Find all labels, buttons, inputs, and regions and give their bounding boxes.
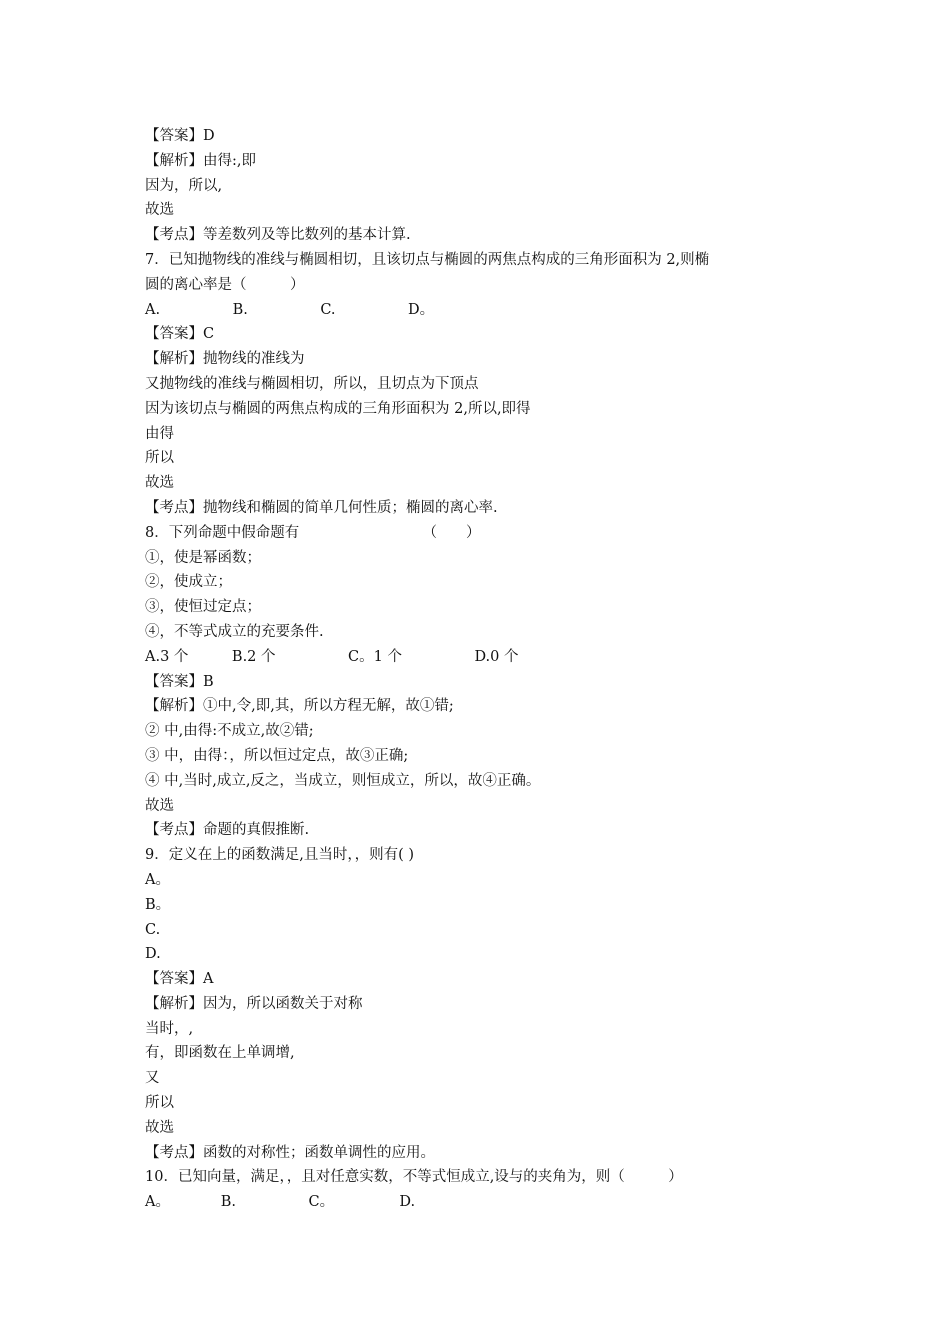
option-d: D. [145, 946, 161, 963]
proposition-2: ②，使成立； [145, 574, 232, 591]
text-line: 故选 [145, 475, 174, 492]
text-line: ③ 中，由得：，所以恒过定点，故③正确; [145, 747, 409, 764]
question-8: 8．下列命题中假命题有 （ ） [145, 524, 481, 541]
question-10: 10．已知向量，满足，，且对任意实数，不等式恒成立,设与的夹角为，则（ ） [145, 1169, 683, 1186]
document-body [145, 124, 825, 1215]
proposition-4: ④，不等式成立的充要条件. [145, 623, 324, 640]
text-line: 因为该切点与椭圆的两焦点构成的三角形面积为 2,所以,即得 [145, 400, 531, 417]
question-9: 9．定义在上的函数满足,且当时，，则有( ) [145, 847, 415, 864]
text-line: 由得 [145, 425, 174, 442]
question-10-options: A。 B. C。 D. [145, 1194, 416, 1211]
option-c: C. [145, 921, 161, 938]
text-line: 所以 [145, 450, 174, 467]
option-a: A。 [145, 871, 170, 888]
text-line: ② 中,由得:不成立,故②错; [145, 723, 314, 740]
keypoint-line: 【考点】命题的真假推断. [145, 822, 310, 839]
text-line: 又抛物线的准线与椭圆相切，所以，且切点为下顶点 [145, 375, 479, 392]
analysis-line: 【解析】抛物线的准线为 [145, 351, 305, 368]
text-line: ④ 中,当时,成立,反之，当成立，则恒成立，所以，故④正确。 [145, 772, 541, 789]
keypoint-line: 【考点】抛物线和椭圆的简单几何性质；椭圆的离心率. [145, 499, 498, 516]
keypoint-line: 【考点】等差数列及等比数列的基本计算. [145, 227, 411, 244]
text-line: 故选 [145, 202, 174, 219]
option-b: B。 [145, 896, 171, 913]
analysis-line: 【解析】因为，所以函数关于对称 [145, 995, 363, 1012]
answer-line: 【答案】A [145, 971, 214, 988]
proposition-3: ③，使恒过定点； [145, 599, 261, 616]
analysis-line: 【解析】①中,令,即,其，所以方程无解，故①错; [145, 698, 454, 715]
text-line: 当时，, [145, 1020, 194, 1037]
answer-line: 【答案】D [145, 128, 215, 144]
answer-line: 【答案】B [145, 673, 214, 690]
text-line: 因为，所以, [145, 177, 223, 194]
analysis-line: 【解析】由得:,即 [145, 152, 256, 169]
text-line: 又 [145, 1070, 160, 1087]
keypoint-line: 【考点】函数的对称性；函数单调性的应用。 [145, 1144, 435, 1161]
question-7-options: A. B. C. D。 [145, 301, 435, 318]
answer-line: 【答案】C [145, 326, 215, 343]
text-line: 故选 [145, 797, 174, 814]
proposition-1: ①，使是幂函数； [145, 549, 261, 566]
text-line: 有，即函数在上单调增, [145, 1045, 295, 1062]
text-line: 故选 [145, 1119, 174, 1136]
text-line: 所以 [145, 1095, 174, 1112]
question-7: 7．已知抛物线的准线与椭圆相切，且该切点与椭圆的两焦点构成的三角形面积为 2,则椭 [145, 251, 710, 268]
question-7-cont: 圆的离心率是（ ） [145, 276, 305, 293]
question-8-options: A.3 个 B.2 个 C。1 个 D.0 个 [145, 648, 519, 665]
